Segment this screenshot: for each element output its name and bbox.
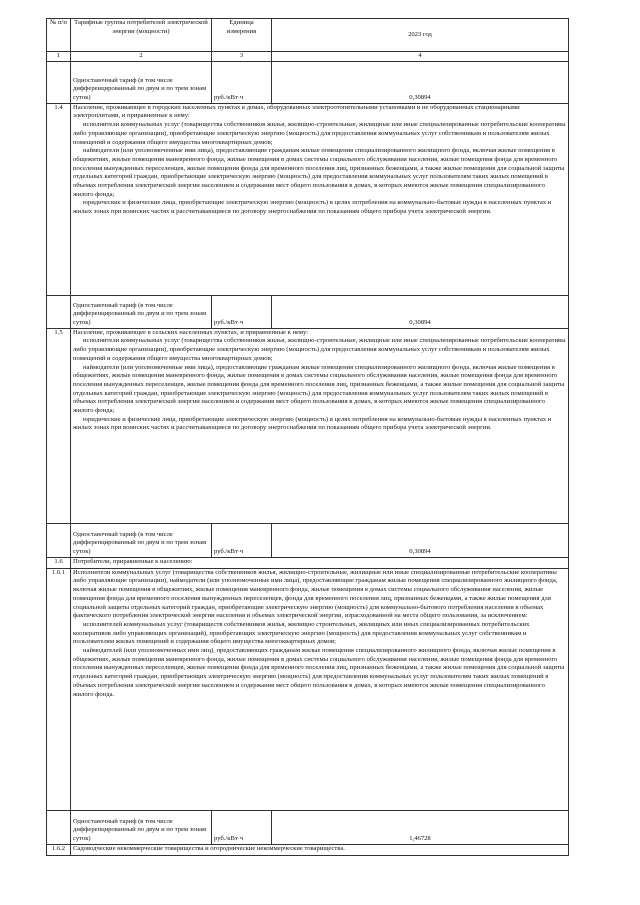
table-row — [47, 568, 569, 810]
description-paragraph: Население, проживающее в сельских населенных пунктах, и приравненные к нему: — [73, 328, 309, 336]
header-num: № п/п — [47, 19, 71, 52]
description-paragraph: Исполнители коммунальных услуг (товарищества собственников жилья, жилищно-строительные, жилищные или иные специализированные потребительские кооперативы либо управляющие организации), наймодатели (или уполномоченные ими лица), предоставляющие гражданам жилые помещения специализированного жилищного фонда, включая жилые помещения в общежитиях, жилые помещения маневренного фонда, жилые помещения в домах системы социального обслуживания населения, жилые помещения фонда для временного поселения вынужденных переселенцев, фонда для временного поселения лиц, признанных беженцами, а также жилые помещения для социальной защиты отдельных категорий граждан, приобретающие электрическую энергию (мощность) для коммунально-бытового потребления населения в объемах фактического потребления электрической энергии населения и объемах электрической энергии, израсходованной на места общего пользования, за исключением: — [73, 568, 558, 620]
tariff-label: Одноставочный тариф (в том числе дифференцированный по двум и по трем зонам суток) — [71, 61, 212, 103]
table-row — [47, 844, 569, 855]
header-unit: Единица измерения — [212, 19, 272, 52]
col-num-4: 4 — [272, 52, 569, 62]
table-row — [47, 328, 569, 523]
row-description: Потребители, приравненные к населению: — [71, 557, 569, 568]
tariff-unit: руб./кВт·ч — [212, 61, 272, 103]
row-code: 1.6.2 — [47, 844, 71, 855]
tariff-label: Одноставочный тариф (в том числе дифференцированный по двум и по трем зонам суток) — [71, 523, 212, 557]
table-row — [47, 295, 569, 328]
description-paragraph: юридические и физические лица, приобретающие электрическую энергию (мощность) в целях потребления на коммунально-бытовые нужды в населенных пунктах и жилых зонах при воинских частях и рассчитывающиеся по договору энергоснабжения по показаниям общего прибора учета электрической энергии. — [73, 415, 552, 432]
tariff-value: 0,30894 — [272, 295, 569, 328]
description-paragraph: исполнителей коммунальных услуг (товариществ собственников жилья, жилищно строительных, жилищных или иных специализированных потребительских кооперативов либо управляющих организаций), приобретающих электрическую энергию (мощность) для предоставления коммунальных услуг собственникам и пользователям жилых помещений и содержания общего имущества многоквартирных домов; — [73, 620, 530, 646]
row-code: 1.6 — [47, 557, 71, 568]
description-paragraph: наймодатели (или уполномоченные ими лица), предоставляющие гражданам жилые помещения специализированного жилищного фонда, включая жилые помещения в общежитиях, жилые помещения маневренного фонда, жилые помещения в домах системы социального обслуживания населения, жилые помещения фонда для временного поселения вынужденных переселенцев, жилые помещения фонда для временного поселения лиц, признанных беженцами, а также жилые помещения для социальной защиты отдельных категорий граждан, приобретающие электрическую энергию (мощность) для предоставления коммунальных услуг пользователям таких жилых помещений в объемах потребления электрической энергии населением и содержания мест общего пользования в домах, в которых имеются жилые помещения специализированного жилого фонда; — [73, 147, 565, 198]
column-number-row — [47, 52, 569, 62]
row-description — [71, 328, 569, 523]
description-paragraph: наймодателей (или уполномоченных ими лиц), предоставляющих гражданам жилые помещения специализированного жилищного фонда, включая жилые помещения в общежитиях, жилые помещения маневренного фонда, жилые помещения в домах системы социального обслуживания населения, жилые помещения фонда для временного поселения вынужденных переселенцев, жилые помещения фонда для временного поселения лиц, признанных беженцами, а также жилые помещения для социальной защиты отдельных категорий граждан, приобретающих электрическую энергию (мощность) для предоставления коммунальных услуг пользователям таких жилых помещений в объемах потребления электрической энергии населением и содержания мест общего пользования в домах, в которых имеются жилые помещения специализированного жилого фонда. — [73, 647, 565, 698]
tariff-table — [46, 18, 569, 856]
tariff-unit: руб./кВт·ч — [212, 810, 272, 844]
col-num-1: 1 — [47, 52, 71, 62]
description-paragraph: исполнители коммунальных услуг (товарищества собственников жилья, жилищно-строительные, жилищные или иные специализированные потребительские кооперативы либо управляющие организации), приобретающие электрическую энергию (мощность) для предоставления коммунальных услуг собственникам и пользователям жилых помещений и содержания общего имущества многоквартирных домов; — [73, 121, 566, 146]
table-row — [47, 61, 569, 103]
table-row — [47, 557, 569, 568]
tariff-value: 0,30894 — [272, 523, 569, 557]
tariff-value: 0,30894 — [272, 61, 569, 103]
tariff-unit: руб./кВт·ч — [212, 295, 272, 328]
tariff-label: Одноставочный тариф (в том числе дифференцированный по двум и по трем зонам суток) — [71, 810, 212, 844]
table-row — [47, 103, 569, 295]
table-row — [47, 810, 569, 844]
tariff-label: Одноставочный тариф (в том числе дифференцированный по двум и по трем зонам суток) — [71, 295, 212, 328]
description-paragraph: юридические и физические лица, приобретающие электрическую энергию (мощность) в целях потребления на коммунально-бытовые нужды в населенных пунктах и жилых зонах при воинских частях и рассчитывающиеся по договору энергоснабжения по показаниям общего прибора учета электрической энергии. — [73, 199, 552, 216]
table-header-row — [47, 19, 569, 52]
col-num-3: 3 — [212, 52, 272, 62]
row-code: 1.5 — [47, 328, 71, 523]
row-description — [71, 103, 569, 295]
row-description — [71, 568, 569, 810]
description-paragraph: наймодатели (или уполномоченные ими лица), предоставляющие гражданам жилые помещения специализированного жилищного фонда, включая жилые помещения в общежитиях, жилые помещения маневренного фонда, жилые помещения в домах системы социального обслуживания населения, жилые помещения фонда для временного поселения вынужденных переселенцев, жилые помещения фонда для временного поселения лиц, признанных беженцами, а также жилые помещения для социальной защиты отдельных категорий граждан, приобретающие электрическую энергию (мощность) для предоставления коммунальных услуг пользователям таких жилых помещений в объемах потребления электрической энергии населением и содержания мест общего пользования в домах, в которых имеются жилые помещения специализированного жилого фонда; — [73, 363, 565, 415]
header-year: 2023 год — [272, 19, 569, 52]
header-group: Тарифные группы потребителей электрической энергии (мощности) — [71, 19, 212, 52]
col-num-2: 2 — [71, 52, 212, 62]
row-code: 1.6.1 — [47, 568, 71, 810]
row-description: Садоводческие некоммерческие товарищества и огороднические некоммерческие товарищества. — [71, 844, 569, 855]
tariff-unit: руб./кВт·ч — [212, 523, 272, 557]
row-code: 1.4 — [47, 103, 71, 295]
table-row — [47, 523, 569, 557]
description-paragraph: исполнители коммунальных услуг (товарищества собственников жилья, жилищно-строительные, жилищные или иные специализированные потребительские кооперативы либо управляющие организации), приобретающие электрическую энергию (мощность) для предоставления коммунальных услуг собственникам и пользователям жилых помещений и содержания общего имущества многоквартирных домов; — [73, 337, 566, 362]
description-paragraph: Население, проживающее в городских населенных пунктах в домах, оборудованных электроотопительными установками и не оборудованных стационарными электроплитами, и приравненные к нему: — [73, 103, 520, 120]
tariff-value: 1,46728 — [272, 810, 569, 844]
